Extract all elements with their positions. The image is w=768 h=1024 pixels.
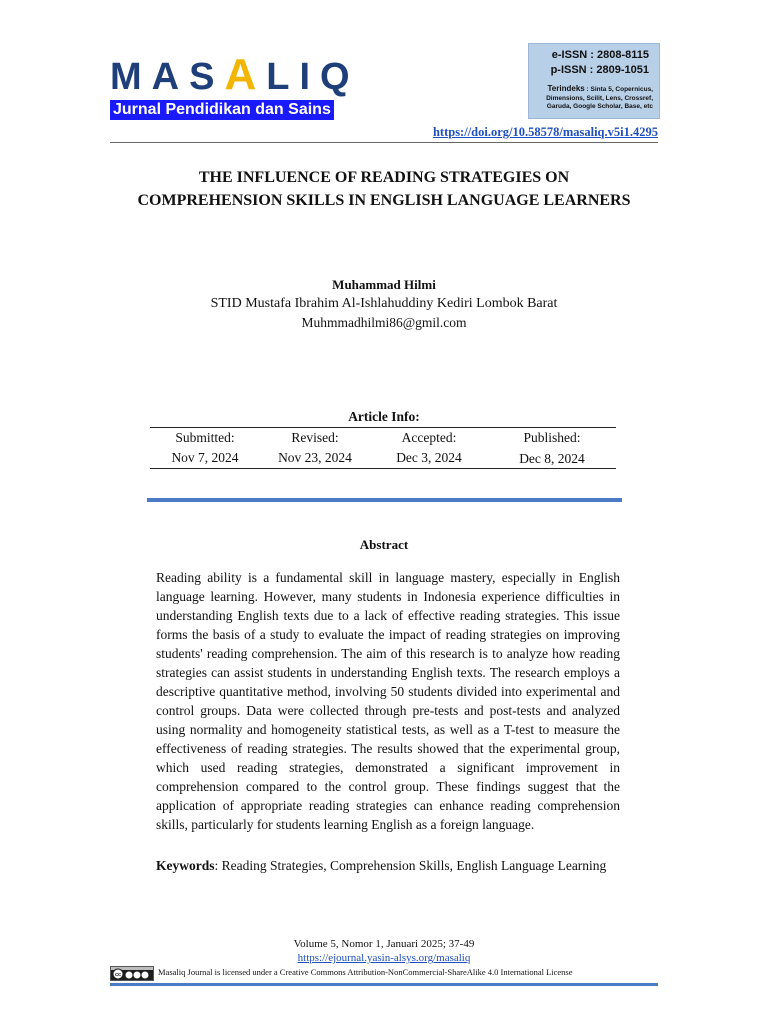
info-value: Dec 8, 2024 [519,451,585,466]
info-value: Dec 3, 2024 [396,450,462,465]
logo-text-right: LIQ [266,56,360,98]
logo-text-left: MAS [110,56,225,98]
issn-box [528,43,660,119]
info-value: Nov 23, 2024 [278,450,352,465]
info-submitted [150,428,260,468]
journal-tagline: Jurnal Pendidikan dan Sains [110,100,334,120]
logo-text-accent: A [224,50,267,99]
keywords-list: : Reading Strategies, Comprehension Skills, English Language Learning [214,858,607,873]
info-label: Submitted: [175,430,235,445]
info-revised [268,428,362,468]
info-accepted [383,428,475,468]
article-info-title: Article Info: [348,409,420,424]
cc-license-icon[interactable] [110,966,154,981]
journal-logo [110,50,360,100]
header-divider [110,142,658,143]
article-info-table [150,427,616,469]
indexed-label: Terindeks [547,84,585,93]
cc-badge-graphic [111,967,153,980]
svg-text:cc: cc [114,972,122,979]
footer-volume: Volume 5, Nomor 1, Januari 2025; 37-49 [293,938,475,950]
author-name: Muhammad Hilmi [332,277,436,292]
license-text: Masaliq Journal is licensed under a Creative Commons Attribution-NonCommercial-ShareAlike 4.0 International License [158,967,573,977]
indexed-services: : Sinta 5, Copernicus, Dimensions, Scilit, Lens, Crossref, Garuda, Google Scholar, Base, etc [546,86,653,110]
info-label: Published: [523,430,581,445]
footer-journal-link[interactable]: https://ejournal.yasin-alsys.org/masaliq [297,952,471,964]
section-divider [147,498,622,502]
pissn: p-ISSN : 2809-1051 [550,64,649,76]
keywords-label: Keywords [156,858,215,873]
indexing-list [537,85,653,112]
info-value: Nov 7, 2024 [171,450,239,465]
footer-divider [110,983,658,986]
title-line-2: COMPREHENSION SKILLS IN ENGLISH LANGUAGE LEARNERS [137,192,631,209]
doi-link[interactable]: https://doi.org/10.58578/masaliq.v5i1.4295 [432,125,658,139]
abstract-text: Reading ability is a fundamental skill in language mastery, especially in English language learning. However, many students in Indonesia experience difficulties in understanding English texts due to a lack of effective reading strategies. This issue forms the basis of a study to evaluate the impact of reading strategies on improving students' reading comprehension. The aim of this research is to analyze how reading strategies can assist students in understanding English texts. The research employs a descriptive quantitative method, involving 50 students divided into experimental and control groups. Data were collected through pre-tests and post-tests and analyzed using normality and homogeneity statistical tests, as well as a T-test to measure the effectiveness of reading strategies. The results showed that the experimental group, which used reading strategies, demonstrated a significant improvement in comprehension compared to the control group. These findings suggest that the application of appropriate reading strategies can enhance reading comprehension skills, particularly for students learning English as a foreign language. [156,570,620,832]
info-label: Accepted: [401,430,457,445]
info-label: Revised: [291,430,339,445]
abstract-heading: Abstract [359,537,409,552]
article-title [0,166,768,212]
eissn: e-ISSN : 2808-8115 [551,49,649,61]
title-line-1: THE INFLUENCE OF READING STRATEGIES ON [198,169,570,186]
keywords [156,856,620,875]
author-email: Muhmmadhilmi86@gmil.com [301,315,467,330]
info-published [502,428,602,469]
author-affiliation: STID Mustafa Ibrahim Al-Ishlahuddiny Kediri Lombok Barat [210,296,558,311]
